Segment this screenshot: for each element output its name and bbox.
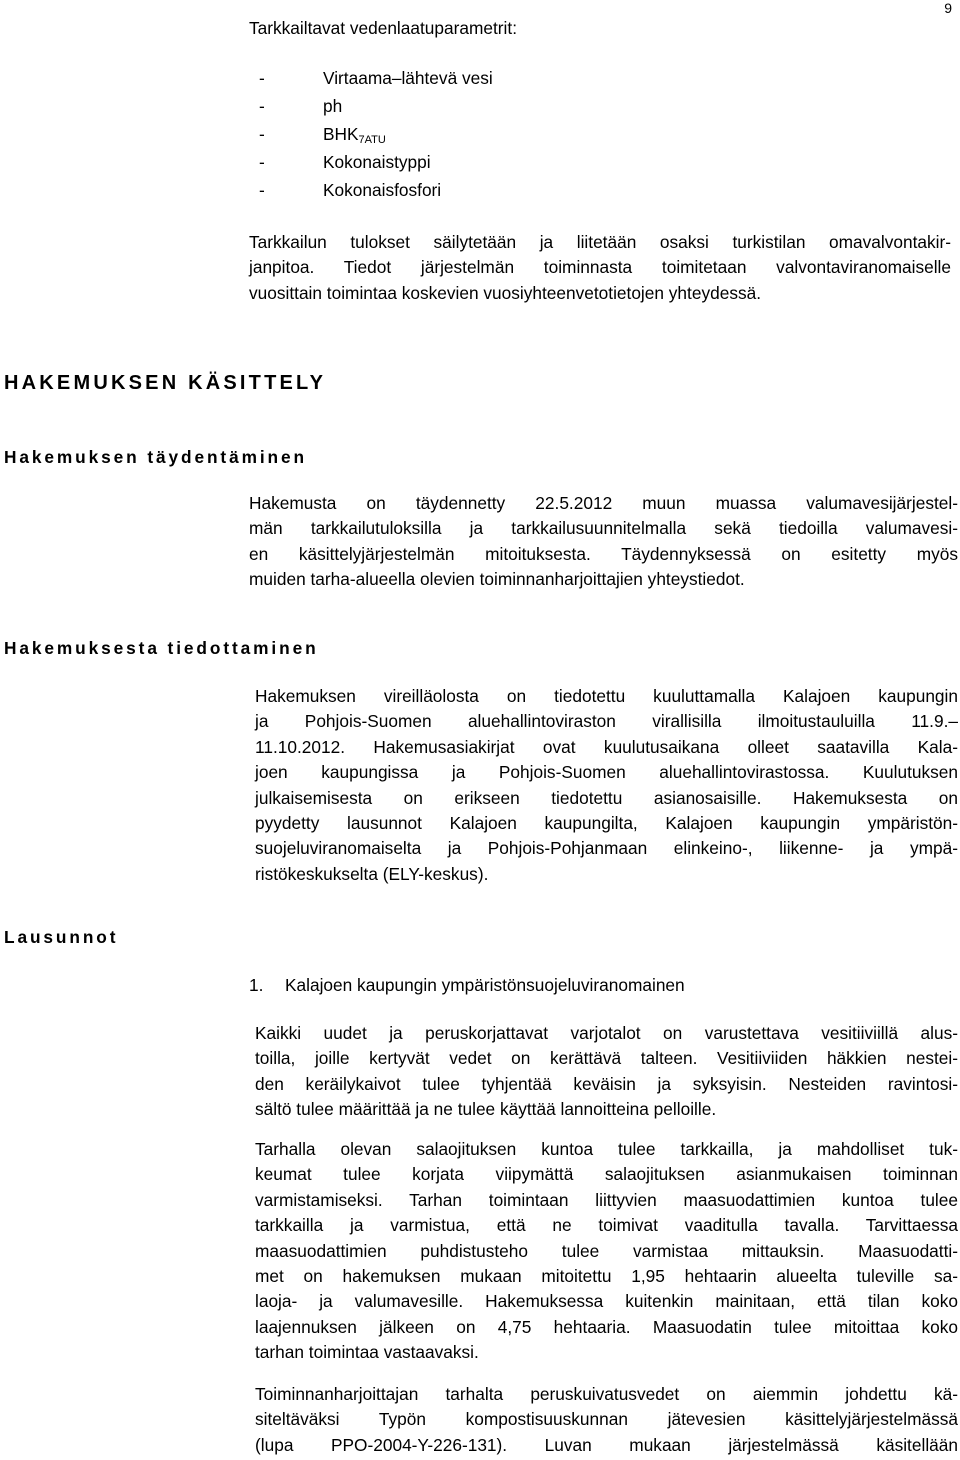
list-item-text: Kokonaisfosfori [323, 180, 442, 200]
statement-paragraph-2 [255, 1137, 958, 1366]
text-line: 11.10.2012. Hakemusasiakirjat ovat kuulutusaikana olleet saatavilla Kala- [255, 736, 958, 757]
text-line: laoja- ja valumavesille. Hakemuksessa kuitenkin mainitaan, että tilan koko [255, 1291, 958, 1312]
list-item-text: Kokonaistyppi [323, 152, 431, 172]
text-line: met on hakemuksen mukaan mitoitettu 1,95 hehtaarin alueelta tuleville sa- [255, 1265, 958, 1286]
text-line: pyydetty lausunnot Kalajoen kaupungilta, Kalajoen kaupungin ympäristön- [255, 812, 958, 833]
list-item-subscript: 7ATU [358, 134, 386, 146]
parameters-list [259, 66, 493, 206]
parameters-heading: Tarkkailtavat vedenlaatuparametrit: [249, 18, 517, 38]
text-line: Kaikki uudet ja peruskorjattavat varjotalot on varustettava vesitiiviillä alus- [255, 1023, 958, 1043]
list-dash: - [259, 124, 265, 144]
list-item [259, 94, 493, 122]
list-item-text: BHK [323, 124, 359, 144]
text-line: Hakemuksen vireilläolosta on tiedotettu kuuluttamalla Kalajoen kaupungin [255, 686, 958, 706]
text-line: toilla, joille kertyvät vedet on kerättävä talteen. Vesitiiviiden häkkien nestei- [255, 1048, 958, 1069]
text-line: muiden tarha-alueella olevien toiminnanharjoittajien yhteystiedot. [249, 569, 745, 590]
text-line: tarhan toimintaa vastaavaksi. [255, 1342, 479, 1363]
page-number: 9 [944, 0, 952, 16]
text-line: Tarkkailun tulokset säilytetään ja liitetään osaksi turkistilan omavalvontakir- [249, 232, 951, 252]
text-line: keumat tulee korjata viipymättä salaojituksen asianmukaisen toiminnan [255, 1164, 958, 1185]
statement-item-number: 1. [249, 975, 264, 995]
text-line: Hakemusta on täydennetty 22.5.2012 muun muassa valumavesijärjestel- [249, 493, 958, 513]
text-line: janpitoa. Tiedot järjestelmän toiminnasta toimitetaan valvontaviranomaiselle [249, 257, 951, 278]
list-dash: - [259, 96, 265, 116]
list-dash: - [259, 68, 265, 88]
text-line: Toiminnanharjoittajan tarhalta peruskuivatusvedet on aiemmin johdettu kä- [255, 1384, 958, 1404]
text-line: joen kaupungissa ja Pohjois-Suomen aluehallintovirastossa. Kuulutuksen [255, 762, 958, 783]
list-item [259, 66, 493, 94]
notification-heading: Hakemuksesta tiedottaminen [4, 638, 319, 658]
section-title: HAKEMUKSEN KÄSITTELY [4, 372, 327, 394]
list-item-text: Virtaama–lähtevä vesi [323, 68, 493, 88]
statement-item-title: Kalajoen kaupungin ympäristönsuojeluviranomainen [285, 975, 685, 995]
text-line: julkaisemisesta on erikseen tiedotettu asianosaisille. Hakemuksesta on [255, 787, 958, 808]
list-item [259, 150, 493, 178]
text-line: siteltäväksi Typön kompostisuuskunnan jätevesien käsittelyjärjestelmässä [255, 1409, 958, 1430]
text-line: sältö tulee määrittää ja ne tulee käyttää lannoitteina pelloille. [255, 1099, 717, 1120]
text-line: ja Pohjois-Suomen aluehallintoviraston virallisilla ilmoitustauluilla 11.9.– [255, 711, 958, 732]
monitoring-paragraph [249, 230, 951, 306]
text-line: varmistamiseksi. Tarhan toimintaan liittyvien maasuodattimien kuntoa tulee [255, 1189, 958, 1210]
notification-paragraph [255, 684, 958, 887]
list-item-text: ph [323, 96, 343, 116]
text-line: Tarhalla olevan salaojituksen kuntoa tulee tarkkailla, ja mahdolliset tuk- [255, 1139, 958, 1159]
supplement-heading: Hakemuksen täydentäminen [4, 447, 307, 467]
statement-paragraph-3 [255, 1382, 958, 1458]
statement-paragraph-1 [255, 1021, 958, 1123]
text-line: ristökeskukselta (ELY-keskus). [255, 863, 489, 884]
text-line: suojeluviranomaiselta ja Pohjois-Pohjanmaan elinkeino-, liikenne- ja ympä- [255, 838, 958, 859]
text-line: laajennuksen jälkeen on 4,75 hehtaaria. Maasuodatin tulee mitoittaa koko [255, 1316, 958, 1337]
supplement-paragraph [249, 491, 958, 593]
text-line: män tarkkailutuloksilla ja tarkkailusuunnitelmalla sekä tiedoilla valumavesi- [249, 518, 958, 539]
statements-heading: Lausunnot [4, 927, 119, 947]
list-item [259, 122, 493, 150]
text-line: maasuodattimien puhdistusteho tulee varmistaa mittauksin. Maasuodatti- [255, 1240, 958, 1261]
list-dash: - [259, 180, 265, 200]
list-item [259, 178, 493, 206]
text-line: en käsittelyjärjestelmän mitoituksesta. Täydennyksessä on esitetty myös [249, 543, 958, 564]
text-line: tarkkailla ja varmistua, että ne toimivat vaaditulla tavalla. Tarvittaessa [255, 1215, 958, 1236]
text-line: (lupa PPO-2004-Y-226-131). Luvan mukaan järjestelmässä käsitellään [255, 1434, 958, 1455]
text-line: vuosittain toimintaa koskevien vuosiyhteenvetotietojen yhteydessä. [249, 282, 762, 303]
text-line: den keräilykaivot tulee tyhjentää keväisin ja syksyisin. Nesteiden ravintosi- [255, 1073, 958, 1094]
list-dash: - [259, 152, 265, 172]
